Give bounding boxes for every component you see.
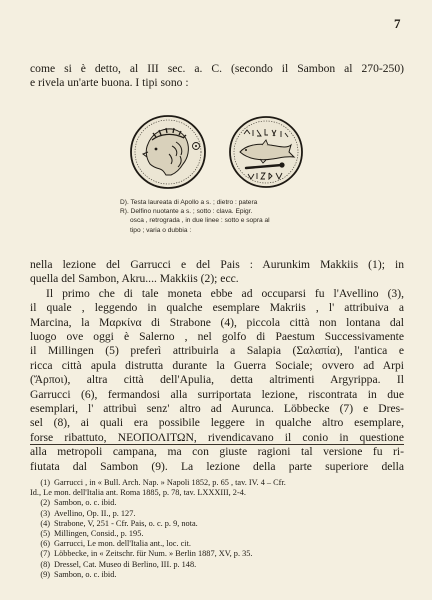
text-line: fiutata dal Sambon (9). La lezione della parte superiore della: [30, 459, 404, 473]
footnote-number: (2): [40, 498, 50, 508]
footnote-number: (8): [40, 559, 50, 569]
text-line: luogo ove oggi è Salerno , nel golfo di Paestum Successivamente: [30, 330, 404, 344]
coin-reverse-image: [230, 117, 302, 187]
footnote-text: Millingen, Consid., p. 195.: [54, 529, 144, 539]
footnote-number: (7): [40, 549, 50, 559]
text-line: il Millingen (5) preferì attribuirla a Salapia (Σαλαπία), l'antica e: [30, 344, 404, 358]
footnote: [30, 488, 404, 498]
coin-illustration: [126, 112, 312, 192]
text-line: alla metropoli campana, ma con giuste ragioni tal versione fu ri-: [30, 445, 404, 459]
footnote-text: Id., Le mon. dell'Italia ant. Roma 1885, p. 78, tav. LXXXIII, 2-4.: [30, 488, 246, 498]
footnote: [30, 529, 404, 539]
text-line: quella del Sambon, Akru.... Makkiis (2); ecc.: [30, 272, 239, 286]
footnote-text: Löbbecke, in « Zeitschr. für Num. » Berlin 1887, XV, p. 35.: [54, 549, 253, 559]
footnote-text: Garrucci, Le mon. dell'Italia ant., loc. cit.: [54, 539, 191, 549]
text-line: sel (8), ai quali era possibile leggere in qualche altro esemplare,: [30, 416, 404, 430]
text-line: esemplari, l' attribuì senz' altro ad Aurunca. Löbbecke (7) e Dres-: [30, 402, 404, 416]
footnote-number: (9): [40, 569, 50, 579]
text-line: Garrucci (6), fermandosi alla surriportata lezione, riscontrata in due: [30, 387, 404, 401]
footnote-text: Strabone, V, 251 - Cfr. Pais, o. c. p. 9, nota.: [54, 518, 198, 528]
footnote: [30, 519, 404, 529]
footnote-number: (1): [40, 478, 50, 487]
text-line: forse ribattuto, ΝΕΟΠΟΛΙΤΩΝ, rivendicavano il conio in questione: [30, 430, 404, 444]
footnote: [30, 539, 404, 549]
footnote-number: (3): [40, 508, 50, 518]
footnote: [30, 509, 404, 519]
text-line: il quale , leggendo in qualche esemplare Makriis , l' attribuiva a: [30, 301, 404, 315]
footnote-number: (4): [40, 518, 50, 528]
caption-line: R). Delfino nuotante a s. ; sotto : clava. Epigr.: [120, 208, 253, 216]
footnote-number: (6): [40, 539, 50, 549]
text-line: Il primo che di tale moneta ebbe ad occuparsi fu l'Avellino (3),: [46, 286, 404, 300]
footnote-text: Sambon, o. c. ibid.: [54, 498, 117, 508]
footnote-divider: [30, 444, 404, 445]
coin-caption: [120, 198, 316, 235]
footnote-number: (5): [40, 529, 50, 539]
page-number: 7: [394, 16, 401, 31]
text-line: e rivela un'arte buona. I tipi sono :: [30, 76, 189, 90]
text-line: Marcina, la Μαρκίνα di Strabone (4), piccola città non lontana dal: [30, 315, 404, 329]
text-line: ricca città apula distrutta durante la Guerra Sociale; ovvero ad Arpi: [30, 358, 404, 372]
caption-line: D). Testa laureata di Apollo a s. ; dietro : patera: [120, 199, 258, 206]
text-line: nella lezione del Garrucci e del Pais : Aurunkim Makkiis (1); in: [30, 258, 404, 271]
text-line: (Ἄρποι), altra città dell'Apulia, detta altrimenti Argyrippa. Il: [30, 373, 404, 387]
intro-paragraph: [30, 62, 404, 91]
coin-obverse-image: [131, 116, 205, 188]
text-line: come si è detto, al III sec. a. C. (secondo il Sambon al 270-250): [30, 62, 404, 75]
footnote-text: Avellino, Op. II., p. 127.: [54, 508, 136, 518]
body-paragraph: [30, 258, 404, 474]
footnote-text: Dressel, Cat. Museo di Berlino, III. p. 148.: [54, 559, 197, 569]
footnote: [30, 478, 404, 488]
footnote: [30, 560, 404, 570]
footnote: [30, 549, 404, 559]
footnote-text: Sambon, o. c. ibid.: [54, 569, 117, 579]
footnotes: [30, 478, 404, 580]
caption-line: tipo ; varia o dubbia :: [130, 226, 192, 234]
footnote: [30, 498, 404, 508]
caption-line: osca , retrograda , in due linee : sotto e sopra al: [130, 217, 270, 225]
footnote: [30, 570, 404, 580]
footnote-text: Garrucci , in « Bull. Arch. Nap. » Napoli 1852, p. 65 , tav. IV. 4 – Cfr.: [54, 478, 286, 487]
